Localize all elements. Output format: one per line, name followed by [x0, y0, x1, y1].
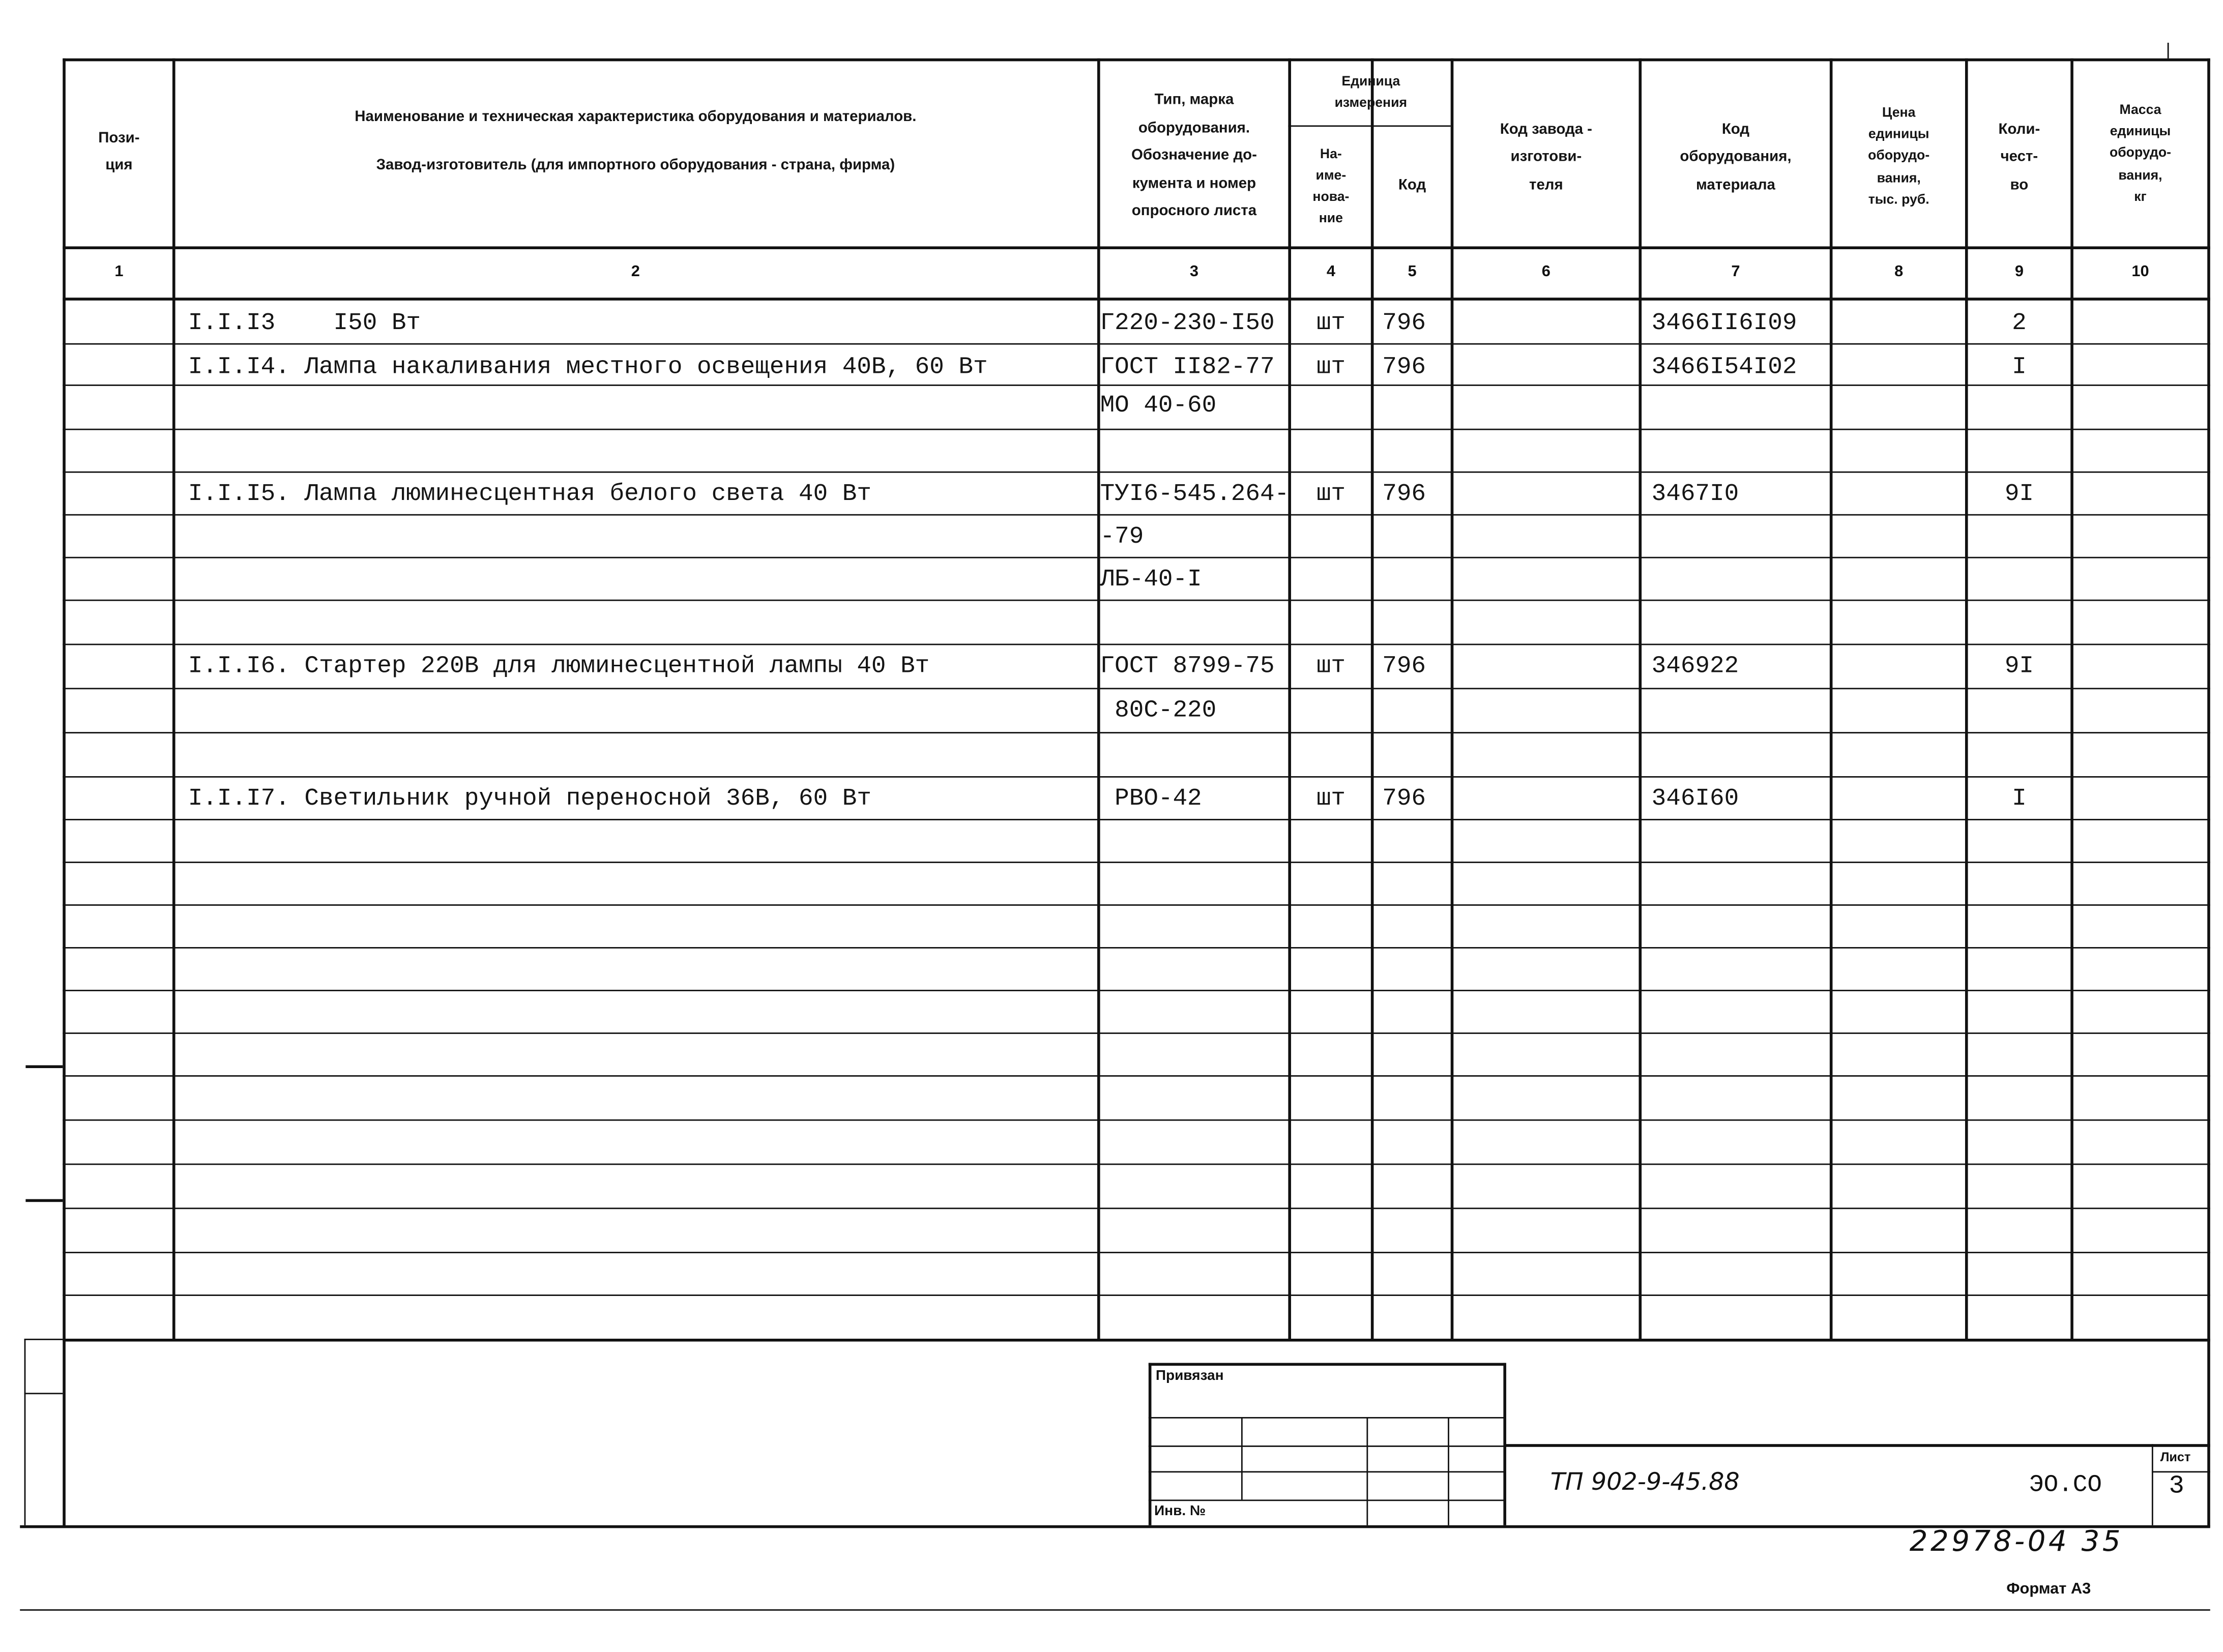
grid-line-vertical: [1830, 58, 1833, 1339]
item-quantity: [1968, 427, 2071, 470]
item-equipment-code: [1652, 385, 1828, 427]
item-unit: [1291, 516, 1371, 558]
header-position: Пози- ция: [98, 129, 140, 174]
item-type: [1100, 733, 1289, 776]
item-unit: шт: [1316, 353, 1345, 381]
item-type: 80С-220: [1100, 697, 1217, 724]
item-quantity: [1968, 558, 2071, 601]
column-number-8: 8: [1894, 263, 1904, 281]
item-equipment-code: [1652, 601, 1828, 644]
item-equipment-code: [1652, 689, 1828, 732]
grid-line-vertical: [24, 1339, 26, 1525]
grid-line-horizontal: [24, 1339, 63, 1340]
header-name-line2: Завод-изготовитель (для импортного оборудования - страна, фирма): [376, 157, 895, 174]
item-unit: [1291, 385, 1371, 427]
item-unit: шт: [1316, 653, 1345, 680]
grid-line-horizontal: [63, 862, 2210, 863]
item-unit-code: [1382, 689, 1450, 732]
grid-line-horizontal: [1149, 1417, 1505, 1419]
item-name: [188, 558, 1095, 601]
grid-line-horizontal: [1149, 1363, 1505, 1366]
grid-line-horizontal: [63, 990, 2210, 991]
grid-line-horizontal: [63, 343, 2210, 345]
header-equipment-code: Код оборудования, материала: [1680, 121, 1792, 193]
grid-line-horizontal: [63, 557, 2210, 558]
item-type: Г220-230-I50: [1100, 310, 1275, 337]
grid-line-vertical: [2207, 58, 2210, 1527]
section-code: ЭО.СО: [2029, 1472, 2102, 1500]
grid-line-vertical: [2070, 58, 2073, 1339]
item-unit: [1291, 733, 1371, 776]
column-number-3: 3: [1189, 263, 1199, 281]
item-unit-code: [1382, 558, 1450, 601]
item-equipment-code: [1652, 427, 1828, 470]
item-type: ГОСТ II82-77: [1100, 353, 1275, 381]
grid-line-horizontal: [63, 1164, 2210, 1165]
grid-line-vertical: [2152, 1444, 2153, 1525]
item-unit: [1291, 689, 1371, 732]
grid-line-horizontal: [63, 776, 2210, 778]
item-name: [188, 385, 1095, 427]
grid-line-horizontal: [63, 600, 2210, 601]
header-type: Тип, марка оборудования. Обозначение до- кумента и номер опросного листа: [1131, 92, 1257, 220]
grid-line-horizontal: [25, 1199, 63, 1202]
grid-line-horizontal: [1149, 1471, 1505, 1472]
item-unit-code: [1382, 516, 1450, 558]
item-equipment-code: [1652, 558, 1828, 601]
grid-line-vertical: [1097, 58, 1100, 1339]
grid-line-horizontal: [63, 1119, 2210, 1121]
item-name: I.I.I6. Стартер 220В для люминесцентной лампы 40 Вт: [188, 653, 930, 680]
attached-label: Привязан: [1155, 1368, 1224, 1384]
grid-line-horizontal: [1505, 1444, 2210, 1447]
grid-line-vertical: [1149, 1363, 1152, 1525]
grid-line-vertical: [1639, 58, 1642, 1339]
item-name: I.I.I7. Светильник ручной переносной 36В, 60 Вт: [188, 785, 871, 813]
item-type: -79: [1100, 523, 1144, 551]
grid-line-horizontal: [63, 385, 2210, 386]
item-unit-code: [1382, 427, 1450, 470]
document-code: ТП 902-9-45.88: [1550, 1468, 1740, 1497]
header-price: Цена единицы оборудо- вания, тыс. руб.: [1868, 105, 1930, 208]
item-name: [188, 689, 1095, 732]
grid-line-horizontal: [63, 904, 2210, 906]
item-name: [188, 427, 1095, 470]
handwritten-number: 22978-04 35: [1909, 1524, 2124, 1558]
item-type: ТУI6-545.264-: [1100, 481, 1290, 508]
item-unit: [1291, 558, 1371, 601]
item-name: I.I.I5. Лампа люминесцентная белого света 40 Вт: [188, 481, 871, 508]
inventory-number-label: Инв. №: [1154, 1503, 1206, 1520]
grid-line-horizontal: [20, 1525, 2210, 1528]
item-equipment-code: [1652, 733, 1828, 776]
item-quantity: [1968, 689, 2071, 732]
grid-line-vertical: [1288, 58, 1291, 1339]
grid-line-vertical: [1965, 58, 1968, 1339]
item-unit-code: 796: [1382, 785, 1426, 813]
format-label: Формат А3: [2006, 1581, 2091, 1598]
item-name: I.I.I4. Лампа накаливания местного освещения 40В, 60 Вт: [188, 353, 988, 381]
item-name: I.I.I3 I50 Вт: [188, 310, 421, 337]
header-unit-name: На- име- нова- ние: [1312, 146, 1350, 227]
grid-line-horizontal: [63, 1032, 2210, 1034]
grid-line-horizontal: [63, 1339, 2210, 1342]
item-equipment-code: 346922: [1651, 653, 1739, 680]
header-plant-code: Код завода - изготови- теля: [1500, 121, 1592, 193]
item-unit-code: 796: [1382, 310, 1426, 337]
column-number-10: 10: [2131, 263, 2149, 281]
header-unit-group: Единица измерения: [1334, 74, 1408, 111]
grid-line-horizontal: [63, 429, 2210, 430]
item-quantity: [1968, 516, 2071, 558]
grid-line-vertical: [172, 58, 175, 1339]
column-number-5: 5: [1408, 263, 1417, 281]
grid-line-horizontal: [63, 471, 2210, 473]
item-equipment-code: 346I60: [1651, 785, 1739, 813]
item-unit: [1291, 427, 1371, 470]
item-unit: шт: [1316, 785, 1345, 813]
item-unit-code: [1382, 601, 1450, 644]
grid-line-horizontal: [63, 514, 2210, 516]
grid-line-vertical: [1448, 1417, 1449, 1525]
header-unit-code: Код: [1398, 176, 1426, 194]
item-quantity: [1968, 601, 2071, 644]
grid-line-horizontal: [63, 947, 2210, 949]
grid-line-horizontal: [24, 1393, 63, 1394]
item-unit-code: 796: [1382, 353, 1426, 381]
grid-line-vertical: [1451, 58, 1454, 1339]
grid-line-vertical: [1241, 1417, 1243, 1499]
grid-line-vertical: [1371, 58, 1374, 1339]
header-mass: Масса единицы оборудо- вания, кг: [2109, 102, 2172, 205]
grid-line-horizontal: [1149, 1446, 1505, 1447]
item-quantity: [1968, 385, 2071, 427]
item-unit-code: 796: [1382, 653, 1426, 680]
column-number-9: 9: [2014, 263, 2024, 281]
column-number-7: 7: [1731, 263, 1740, 281]
column-number-4: 4: [1326, 263, 1335, 281]
item-unit-code: [1382, 385, 1450, 427]
column-number-6: 6: [1541, 263, 1551, 281]
column-number-2: 2: [631, 263, 640, 281]
item-name: [188, 733, 1095, 776]
grid-line-horizontal: [63, 644, 2210, 645]
item-type: [1100, 601, 1289, 644]
item-equipment-code: [1652, 516, 1828, 558]
item-quantity: I: [2012, 785, 2027, 813]
item-quantity: 9I: [2004, 481, 2034, 508]
grid-line-horizontal: [63, 298, 2210, 301]
grid-line-horizontal: [63, 58, 2210, 62]
item-unit: [1291, 601, 1371, 644]
grid-line-vertical: [2168, 43, 2169, 58]
item-equipment-code: 3467I0: [1651, 481, 1739, 508]
header-quantity: Коли- чест- во: [1998, 121, 2040, 193]
grid-line-vertical: [1366, 1417, 1368, 1525]
grid-line-horizontal: [20, 1609, 2210, 1611]
item-quantity: 2: [2012, 310, 2027, 337]
sheet-label: Лист: [2160, 1450, 2191, 1464]
item-type: ГОСТ 8799-75: [1100, 653, 1275, 680]
item-name: [188, 601, 1095, 644]
item-equipment-code: 3466I54I02: [1651, 353, 1797, 381]
item-type: [1100, 427, 1289, 470]
item-name: [188, 516, 1095, 558]
grid-line-horizontal: [1288, 125, 1450, 127]
item-quantity: [1968, 733, 2071, 776]
grid-line-horizontal: [63, 688, 2210, 689]
grid-line-horizontal: [63, 1294, 2210, 1296]
item-unit: шт: [1316, 310, 1345, 337]
grid-line-horizontal: [63, 732, 2210, 733]
grid-line-horizontal: [1149, 1499, 1505, 1501]
grid-line-horizontal: [63, 246, 2210, 249]
grid-line-horizontal: [63, 1252, 2210, 1253]
item-equipment-code: 3466II6I09: [1651, 310, 1797, 337]
grid-line-horizontal: [25, 1065, 63, 1068]
item-type: МО 40-60: [1100, 392, 1217, 420]
item-quantity: I: [2012, 353, 2027, 381]
grid-line-horizontal: [63, 819, 2210, 820]
item-type: ЛБ-40-I: [1100, 566, 1202, 594]
grid-line-vertical: [63, 58, 66, 1527]
sheet-number: 3: [2169, 1472, 2184, 1501]
item-unit-code: [1382, 733, 1450, 776]
header-name-line1: Наименование и техническая характеристика оборудования и материалов.: [355, 108, 917, 126]
grid-line-horizontal: [63, 1207, 2210, 1209]
item-unit: шт: [1316, 481, 1345, 508]
item-unit-code: 796: [1382, 481, 1426, 508]
column-number-1: 1: [114, 263, 124, 281]
item-quantity: 9I: [2004, 653, 2034, 680]
grid-line-horizontal: [63, 1075, 2210, 1077]
item-type: РВО-42: [1100, 785, 1202, 813]
